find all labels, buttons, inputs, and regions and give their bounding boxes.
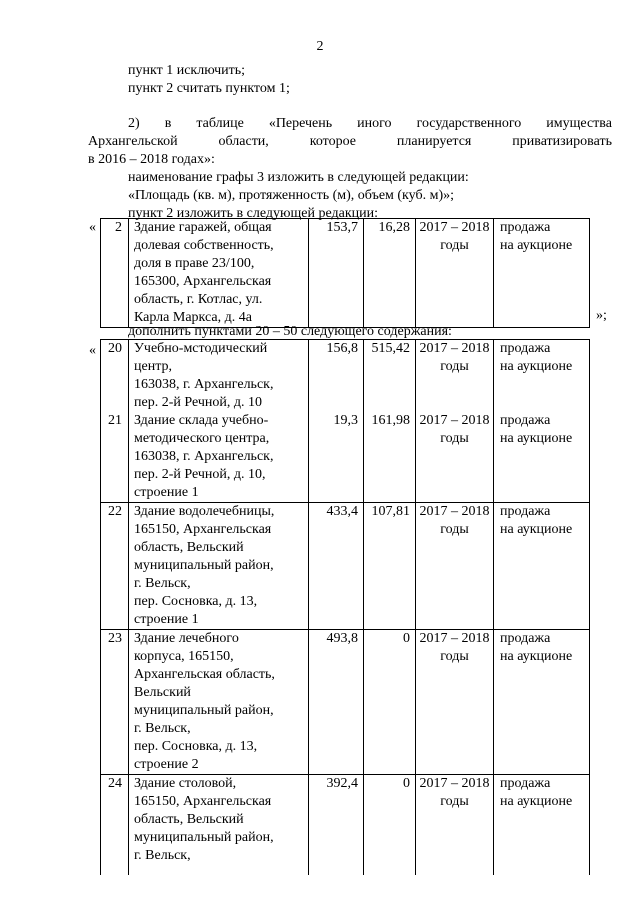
column3-instruction: наименование графы 3 изложить в следующей редакции: bbox=[128, 170, 469, 185]
para2-word: имущества bbox=[546, 116, 612, 131]
item-number: 24 bbox=[101, 775, 129, 875]
para2-line-3: в 2016 – 2018 годах»: bbox=[88, 152, 215, 167]
item-years: 2017 – 2018 годы bbox=[416, 412, 494, 503]
point2-instruction: пункт 2 изложить в следующей редакции: bbox=[128, 206, 378, 221]
para2-word: 2) bbox=[128, 116, 140, 131]
item-name: Здание гаражей, общая долевая собственность, доля в праве 23/100, 165300, Архангельская область, г. Котлас, ул. Карла Маркса, д. 4а bbox=[129, 219, 309, 328]
item-name: Здание лечебного корпуса, 165150, Архангельская область, Вельский муниципальный район, г. Вельск, пер. Сосновка, д. 13, строение 2 bbox=[129, 630, 309, 775]
item-length: 0 bbox=[364, 630, 416, 775]
intro-line-1: пункт 1 исключить; bbox=[128, 63, 246, 78]
para2-word: Архангельской bbox=[88, 134, 178, 149]
table-row bbox=[101, 412, 590, 503]
table-row bbox=[101, 340, 590, 413]
item-method: продажа на аукционе bbox=[494, 340, 590, 413]
para2-word: иного bbox=[357, 116, 392, 131]
para2-word: таблице bbox=[196, 116, 244, 131]
table-row bbox=[101, 219, 590, 328]
item-name: Здание склада учебно- методического центра, 163038, г. Архангельск, пер. 2-й Речной, д. 10, строение 1 bbox=[129, 412, 309, 503]
item-number: 20 bbox=[101, 340, 129, 413]
item-length: 161,98 bbox=[364, 412, 416, 503]
item-name: Здание столовой, 165150, Архангельская область, Вельский муниципальный район, г. Вельск, bbox=[129, 775, 309, 875]
item-number: 23 bbox=[101, 630, 129, 775]
para2-word: приватизировать bbox=[512, 134, 612, 149]
table-row bbox=[101, 775, 590, 875]
item-method: продажа на аукционе bbox=[494, 219, 590, 328]
item-method: продажа на аукционе bbox=[494, 412, 590, 503]
item-area: 156,8 bbox=[309, 340, 364, 413]
item-length: 0 bbox=[364, 775, 416, 875]
item-area: 392,4 bbox=[309, 775, 364, 875]
add-points-instruction: дополнить пунктами 20 – 50 следующего содержания: bbox=[128, 324, 452, 339]
item-length: 107,81 bbox=[364, 503, 416, 630]
item-name: Учебно-мстодический центр, 163038, г. Архангельск, пер. 2-й Речной, д. 10 bbox=[129, 340, 309, 413]
item-method: продажа на аукционе bbox=[494, 775, 590, 875]
open-quote: « bbox=[89, 343, 96, 358]
table-point-2 bbox=[100, 218, 590, 328]
intro-line-2: пункт 2 считать пунктом 1; bbox=[128, 81, 290, 96]
column3-new-title: «Площадь (кв. м), протяженность (м), объем (куб. м)»; bbox=[128, 188, 455, 203]
close-quote: »; bbox=[596, 308, 607, 323]
item-area: 433,4 bbox=[309, 503, 364, 630]
item-area: 19,3 bbox=[309, 412, 364, 503]
table-row bbox=[101, 630, 590, 775]
item-area: 493,8 bbox=[309, 630, 364, 775]
item-number: 21 bbox=[101, 412, 129, 503]
page-number: 2 bbox=[316, 39, 324, 54]
para2-word: планируется bbox=[396, 134, 472, 149]
para2-word: которое bbox=[309, 134, 356, 149]
item-length: 16,28 bbox=[364, 219, 416, 328]
item-years: 2017 – 2018 годы bbox=[416, 219, 494, 328]
table-points-20-24 bbox=[100, 339, 590, 875]
para2-word: в bbox=[164, 116, 172, 131]
item-number: 22 bbox=[101, 503, 129, 630]
item-name: Здание водолечебницы, 165150, Архангельская область, Вельский муниципальный район, г. Вельск, пер. Сосновка, д. 13, строение 1 bbox=[129, 503, 309, 630]
item-number: 2 bbox=[101, 219, 129, 328]
item-area: 153,7 bbox=[309, 219, 364, 328]
para2-line-2 bbox=[88, 133, 612, 151]
item-years: 2017 – 2018 годы bbox=[416, 775, 494, 875]
item-years: 2017 – 2018 годы bbox=[416, 503, 494, 630]
item-method: продажа на аукционе bbox=[494, 503, 590, 630]
para2-word: «Перечень bbox=[268, 116, 333, 131]
para2-word: области, bbox=[218, 134, 269, 149]
item-length: 515,42 bbox=[364, 340, 416, 413]
open-quote: « bbox=[89, 220, 96, 235]
item-years: 2017 – 2018 годы bbox=[416, 630, 494, 775]
item-method: продажа на аукционе bbox=[494, 630, 590, 775]
item-years: 2017 – 2018 годы bbox=[416, 340, 494, 413]
para2-line-1 bbox=[128, 115, 612, 133]
para2-word: государственного bbox=[416, 116, 522, 131]
table-row bbox=[101, 503, 590, 630]
